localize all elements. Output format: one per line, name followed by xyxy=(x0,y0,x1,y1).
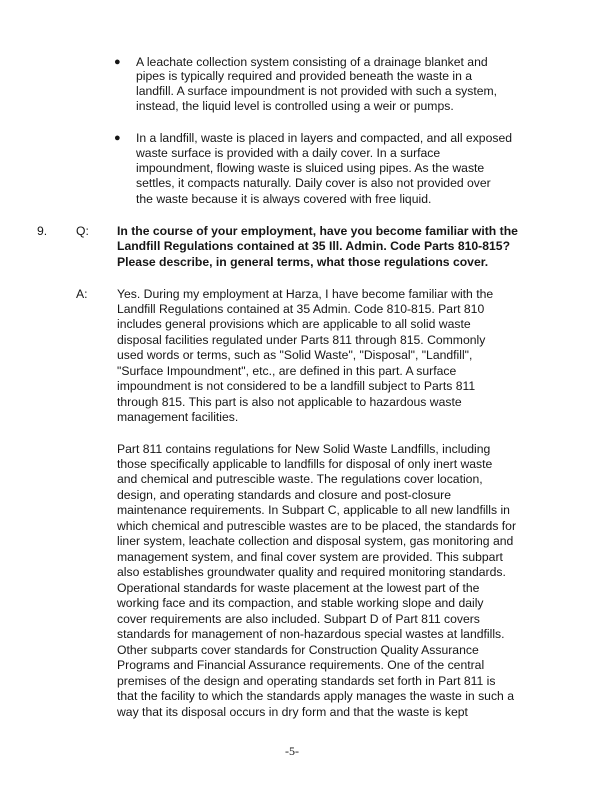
bullet-2-line-3: impoundment, flowing waste is sluiced using pipes. As the waste xyxy=(136,161,485,175)
bullet-2-line-1: In a landfill, waste is placed in layers and compacted, and all exposed xyxy=(136,131,513,145)
answer-p2-line-12: cover requirements are also included. Subpart D of Part 811 covers xyxy=(117,612,480,626)
answer-p1-line-9: management facilities. xyxy=(117,410,239,424)
question-line-3: Please describe, in general terms, what those regulations cover. xyxy=(117,255,489,269)
bullet-1-line-2: pipes is typically required and provided beneath the waste in a xyxy=(136,69,473,83)
bullet-1-line-3: landfill. A surface impoundment is not provided with such a system, xyxy=(136,84,498,98)
answer-p1-line-6: "Surface Impoundment", etc., are defined in this part. A surface xyxy=(117,364,457,378)
answer-p1-line-1: Yes. During my employment at Harza, I have become familiar with the xyxy=(117,287,494,301)
answer-p2-line-4: design, and operating standards and closure and post-closure xyxy=(117,488,452,502)
answer-p1-line-3: includes general provisions which are applicable to all solid waste xyxy=(117,317,471,331)
answer-p1-line-8: through 815. This part is also not applicable to hazardous waste xyxy=(117,395,462,409)
answer-p1-line-5: used words or terms, such as "Solid Waste", "Disposal", "Landfill", xyxy=(117,348,473,362)
answer-p2-line-16: premises of the design and operating standards set forth in Part 811 is xyxy=(117,674,496,688)
answer-p2-line-10: Operational standards for waste placement at the lowest part of the xyxy=(117,581,480,595)
bullet-2-line-2: waste surface is provided with a daily cover. In a surface xyxy=(136,146,441,160)
answer-p1-line-4: disposal facilities regulated under Parts 811 through 815. Commonly xyxy=(117,333,486,347)
answer-p2-line-13: standards for management of non-hazardous special wastes at landfills. xyxy=(117,627,505,641)
question-number: 9. xyxy=(37,224,48,238)
answer-p2-line-2: those specifically applicable to landfills for disposal of only inert waste xyxy=(117,457,493,471)
page-number: -5- xyxy=(285,744,299,758)
answer-p2-line-14: Other subparts cover standards for Construction Quality Assurance xyxy=(117,643,479,657)
answer-p2-line-1: Part 811 contains regulations for New Solid Waste Landfills, including xyxy=(117,442,491,456)
bullet-2-line-4: settles, it compacts naturally. Daily cover is also not provided over xyxy=(136,176,491,190)
answer-p1-line-7: impoundment is not considered to be a landfill subject to Parts 811 xyxy=(117,379,476,393)
answer-p2-line-7: liner system, leachate collection and disposal system, gas monitoring and xyxy=(117,534,514,548)
answer-p2-line-11: working face and its compaction, and stable working slope and daily xyxy=(117,596,484,610)
answer-p2-line-3: and chemical and putrescible waste. The regulations cover location, xyxy=(117,472,483,486)
question-label: Q: xyxy=(76,224,89,238)
bullet-icon: ● xyxy=(114,132,121,144)
answer-p2-line-5: maintenance requirements. In Subpart C, applicable to all new landfills in xyxy=(117,503,510,517)
answer-label: A: xyxy=(76,287,88,301)
question-line-2: Landfill Regulations contained at 35 Ill. Admin. Code Parts 810-815? xyxy=(117,239,511,253)
bullet-1-line-4: instead, the liquid level is controlled using a weir or pumps. xyxy=(136,99,454,113)
answer-p2-line-17: that the facility to which the standards apply manages the waste in such a xyxy=(117,689,514,703)
bullet-2-line-5: the waste because it is always covered with free liquid. xyxy=(136,192,432,206)
answer-p1-line-2: Landfill Regulations contained at 35 Admin. Code 810-815. Part 810 xyxy=(117,302,485,316)
question-line-1: In the course of your employment, have you become familiar with the xyxy=(117,224,518,238)
answer-p2-line-15: Programs and Financial Assurance requirements. One of the central xyxy=(117,658,485,672)
bullet-1-line-1: A leachate collection system consisting of a drainage blanket and xyxy=(136,55,488,69)
answer-p2-line-9: also establishes groundwater quality and required monitoring standards. xyxy=(117,565,506,579)
answer-p2-line-18: way that its disposal occurs in dry form and that the waste is kept xyxy=(117,705,468,719)
bullet-icon: ● xyxy=(114,56,121,68)
answer-p2-line-8: management system, and final cover system are provided. This subpart xyxy=(117,550,503,564)
answer-p2-line-6: which chemical and putrescible wastes are to be placed, the standards for xyxy=(117,519,517,533)
